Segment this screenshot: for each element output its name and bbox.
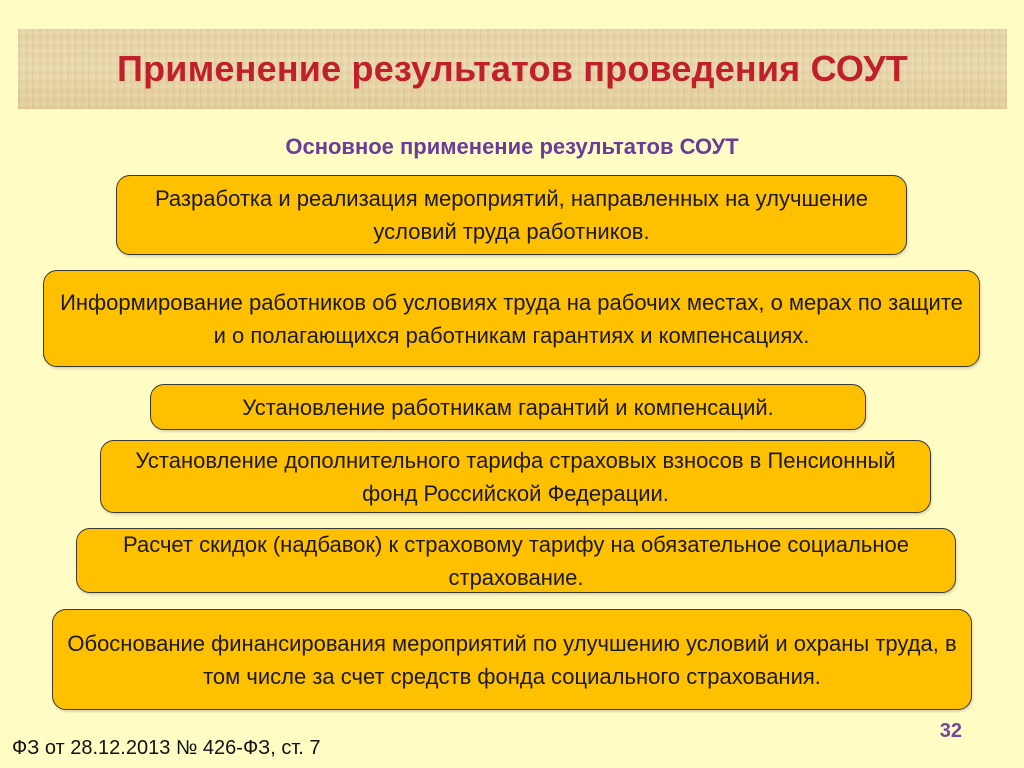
item-text: Установление дополнительного тарифа страховых взносов в Пенсионный фонд Российской Федерации. [135,447,896,506]
item-text: Расчет скидок (надбавок) к страховому тарифу на обязательное социальное страхование. [123,531,909,590]
item-box-development-measures [116,175,907,255]
item-text: Обоснование финансирования мероприятий по улучшению условий и охраны труда, в том числе за счет средств фонда социального страхования. [67,630,957,689]
title-band [18,29,1007,109]
item-box-insurance-discounts [76,528,956,593]
slide-subtitle: Основное применение результатов СОУТ [285,134,739,159]
item-box-guarantees [150,384,866,430]
item-text: Установление работникам гарантий и компенсаций. [242,394,774,420]
slide-title: Применение результатов проведения СОУТ [117,48,908,89]
page-number: 32 [939,720,962,742]
footnote-law-reference: ФЗ от 28.12.2013 № 426-ФЗ, ст. 7 [12,737,321,759]
item-text: Разработка и реализация мероприятий, направленных на улучшение условий труда работников. [154,186,869,244]
item-box-financing-justification [52,609,972,710]
item-box-informing-workers [43,270,980,367]
item-text: Информирование работников об условиях труда на рабочих местах, о мерах по защите и о полагающихся работникам гарантиях и компенсациях. [60,289,963,348]
item-box-pension-tariff [100,440,931,513]
